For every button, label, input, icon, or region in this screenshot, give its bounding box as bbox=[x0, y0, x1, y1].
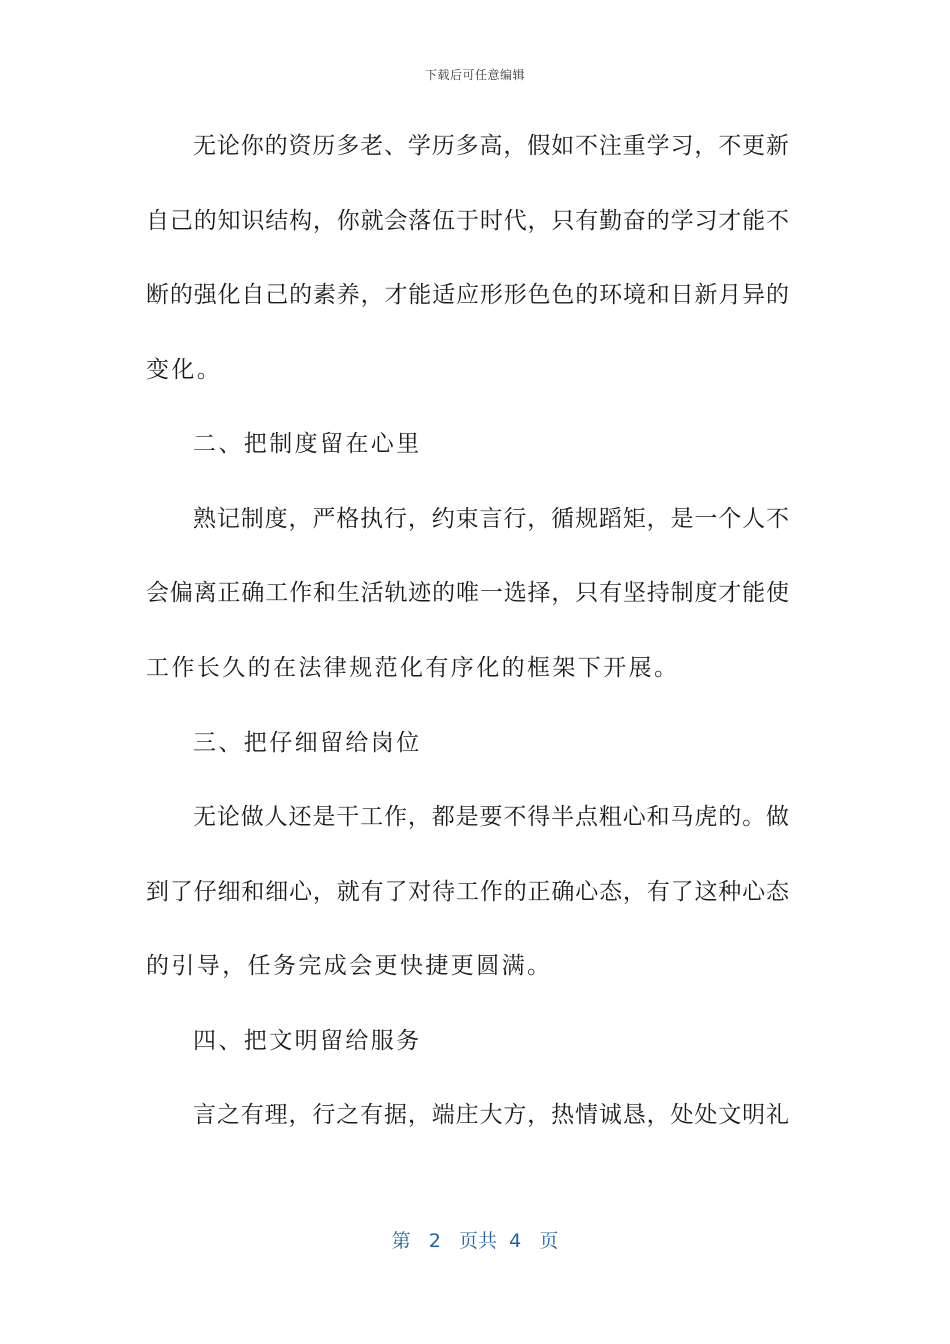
paragraph-line: 变化。 bbox=[146, 357, 223, 383]
section-heading: 二、把制度留在心里 bbox=[193, 431, 422, 457]
total-pages: 4 bbox=[509, 1230, 522, 1252]
header-note: 下载后可任意编辑 bbox=[424, 68, 525, 82]
paragraph-line: 到了仔细和细心，就有了对待工作的正确心态，有了这种心态 bbox=[146, 879, 789, 905]
paragraph-line: 言之有理，行之有据，端庄大方，热情诚恳，处处文明礼 bbox=[193, 1102, 789, 1128]
paragraph-line: 断的强化自己的素养，才能适应形形色色的环境和日新月异的 bbox=[146, 282, 789, 308]
paragraph-line: 的引导，任务完成会更快捷更圆满。 bbox=[146, 953, 553, 979]
current-page: 2 bbox=[428, 1230, 441, 1252]
paragraph-line: 无论做人还是干工作，都是要不得半点粗心和马虎的。做 bbox=[193, 804, 789, 830]
paragraph-line: 会偏离正确工作和生活轨迹的唯一选择，只有坚持制度才能使 bbox=[146, 580, 789, 606]
section-heading: 三、把仔细留给岗位 bbox=[193, 730, 422, 756]
page-mid: 页共 bbox=[459, 1230, 498, 1252]
page-suffix: 页 bbox=[539, 1230, 559, 1252]
page-number-footer bbox=[0, 1226, 950, 1253]
paragraph-line: 无论你的资历多老、学历多高，假如不注重学习，不更新 bbox=[193, 133, 789, 159]
section-heading: 四、把文明留给服务 bbox=[193, 1028, 422, 1054]
paragraph-line: 自己的知识结构，你就会落伍于时代，只有勤奋的学习才能不 bbox=[146, 208, 789, 234]
paragraph-line: 熟记制度，严格执行，约束言行，循规蹈矩，是一个人不 bbox=[193, 506, 789, 532]
page-prefix: 第 bbox=[391, 1230, 411, 1252]
paragraph-line: 工作长久的在法律规范化有序化的框架下开展。 bbox=[146, 655, 680, 681]
